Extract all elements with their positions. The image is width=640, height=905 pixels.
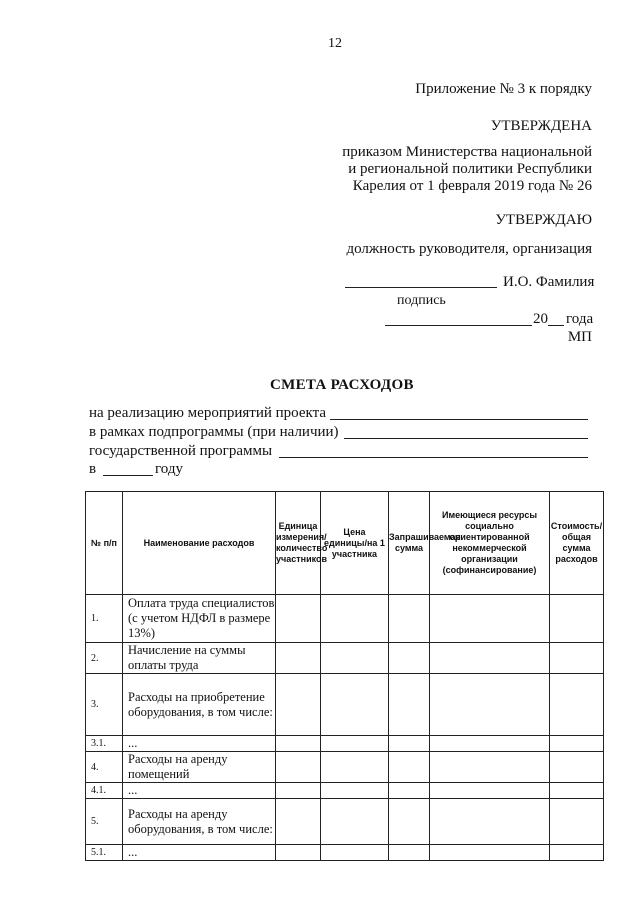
project-line (330, 419, 588, 420)
appendix-label: Приложение № 3 к порядку (415, 81, 592, 97)
cell-existing[interactable] (430, 595, 550, 643)
table-row (86, 799, 604, 845)
signature-line (345, 287, 497, 288)
subprogram-line (344, 438, 588, 439)
date-line (385, 325, 532, 326)
row-num: 5. (86, 799, 123, 845)
table-row (86, 674, 604, 736)
cell-price[interactable] (321, 674, 389, 736)
cell-existing[interactable] (430, 736, 550, 752)
cell-price[interactable] (321, 736, 389, 752)
year-suffix-label: году (155, 461, 183, 477)
approve-me-label: УТВЕРЖДАЮ (495, 212, 592, 228)
order-line-3: Карелия от 1 февраля 2019 года № 26 (352, 178, 592, 194)
project-label: на реализацию мероприятий проекта (89, 405, 326, 421)
approved-label: УТВЕРЖДЕНА (490, 118, 592, 134)
cell-existing[interactable] (430, 752, 550, 783)
row-num: 5.1. (86, 845, 123, 861)
row-name: Начисление на суммы оплаты труда (123, 643, 276, 674)
cell-total[interactable] (550, 595, 604, 643)
cell-unit[interactable] (276, 595, 321, 643)
cell-price[interactable] (321, 799, 389, 845)
cell-requested[interactable] (389, 783, 430, 799)
document-title: СМЕТА РАСХОДОВ (270, 377, 414, 393)
cell-existing[interactable] (430, 845, 550, 861)
cell-price[interactable] (321, 595, 389, 643)
header-num: № п/п (86, 492, 123, 595)
row-num: 2. (86, 643, 123, 674)
header-requested: Запрашиваемая сумма (389, 492, 430, 595)
cell-total[interactable] (550, 643, 604, 674)
cell-requested[interactable] (389, 752, 430, 783)
program-line (279, 457, 588, 458)
header-unit: Единица измерения/количество участников (276, 492, 321, 595)
cell-requested[interactable] (389, 674, 430, 736)
fio-label: И.О. Фамилия (503, 274, 595, 290)
row-name: Расходы на приобретение оборудования, в том числе: (123, 674, 276, 736)
row-name: ... (123, 736, 276, 752)
row-num: 3.1. (86, 736, 123, 752)
row-num: 1. (86, 595, 123, 643)
cell-price[interactable] (321, 845, 389, 861)
cell-requested[interactable] (389, 799, 430, 845)
expenses-table (85, 491, 604, 861)
cell-total[interactable] (550, 799, 604, 845)
table-header-row (86, 492, 604, 595)
cell-price[interactable] (321, 643, 389, 674)
row-name: ... (123, 845, 276, 861)
year-line (103, 475, 153, 476)
program-label: государственной программы (89, 443, 273, 459)
cell-existing[interactable] (430, 674, 550, 736)
row-num: 4. (86, 752, 123, 783)
row-num: 3. (86, 674, 123, 736)
cell-total[interactable] (550, 752, 604, 783)
header-name: Наименование расходов (123, 492, 276, 595)
cell-price[interactable] (321, 752, 389, 783)
row-name: Расходы на аренду помещений (123, 752, 276, 783)
year-prefix: 20 (533, 311, 548, 327)
cell-unit[interactable] (276, 799, 321, 845)
table-row (86, 595, 604, 643)
year-blank-line (548, 325, 564, 326)
cell-unit[interactable] (276, 674, 321, 736)
cell-requested[interactable] (389, 595, 430, 643)
cell-unit[interactable] (276, 736, 321, 752)
cell-total[interactable] (550, 674, 604, 736)
cell-requested[interactable] (389, 845, 430, 861)
header-price: Цена единицы/на 1 участника (321, 492, 389, 595)
page-number: 12 (328, 36, 342, 51)
cell-existing[interactable] (430, 783, 550, 799)
cell-existing[interactable] (430, 643, 550, 674)
cell-unit[interactable] (276, 752, 321, 783)
table-row (86, 752, 604, 783)
cell-price[interactable] (321, 783, 389, 799)
row-name: ... (123, 783, 276, 799)
table-row (86, 736, 604, 752)
position-label: должность руководителя, организация (346, 241, 592, 257)
order-line-2: и региональной политики Республики (348, 161, 592, 177)
cell-unit[interactable] (276, 643, 321, 674)
header-existing: Имеющиеся ресурсы социально ориентированной некоммерческой организации (софинансирование) (430, 492, 550, 595)
year-suffix: года (566, 311, 594, 327)
header-total: Стоимость/общая сумма расходов (550, 492, 604, 595)
cell-total[interactable] (550, 845, 604, 861)
table-row (86, 783, 604, 799)
stamp-label: МП (567, 329, 592, 345)
row-name: Расходы на аренду оборудования, в том числе: (123, 799, 276, 845)
cell-unit[interactable] (276, 783, 321, 799)
cell-total[interactable] (550, 736, 604, 752)
year-prefix-label: в (89, 461, 97, 477)
cell-requested[interactable] (389, 736, 430, 752)
row-num: 4.1. (86, 783, 123, 799)
cell-existing[interactable] (430, 799, 550, 845)
order-line-1: приказом Министерства национальной (342, 144, 592, 160)
cell-total[interactable] (550, 783, 604, 799)
signature-label: подпись (397, 293, 446, 308)
cell-requested[interactable] (389, 643, 430, 674)
subprogram-label: в рамках подпрограммы (при наличии) (89, 424, 339, 440)
cell-unit[interactable] (276, 845, 321, 861)
table-row (86, 845, 604, 861)
table-row (86, 643, 604, 674)
row-name: Оплата труда специалистов (с учетом НДФЛ в размере 13%) (123, 595, 276, 643)
